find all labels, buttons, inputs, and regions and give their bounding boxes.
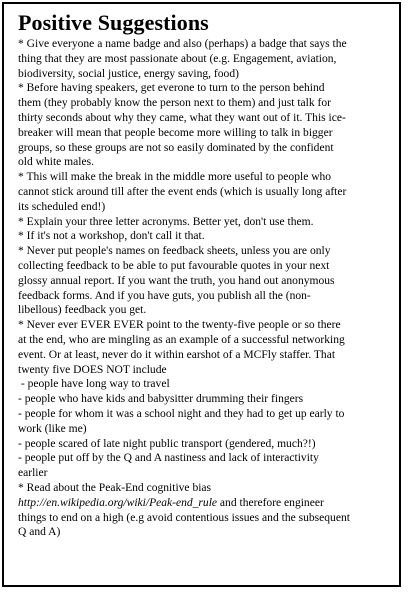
text-line: biodiversity, social justice, energy saving, food) [18, 67, 239, 80]
text-line: * Never ever EVER EVER point to the twenty-five people or so there [18, 319, 341, 332]
document-frame [2, 2, 401, 587]
page-title: Positive Suggestions [18, 10, 209, 35]
text-line: breaker will mean that people become more willing to talk in bigger [18, 126, 333, 139]
url-line-suffix: and therefore engineer [217, 496, 324, 509]
peak-end-link[interactable]: http://en.wikipedia.org/wiki/Peak-end_rule [18, 496, 218, 509]
text-line: glossy annual report. If you want the truth, you hand out anonymous [18, 274, 335, 287]
text-line: old white males. [18, 156, 95, 169]
text-line: event. Or at least, never do it within earshot of a MCFly staffer. That [18, 348, 336, 361]
text-line: * Read about the Peak-End cognitive bias [18, 481, 212, 494]
text-line: earlier [18, 467, 48, 480]
text-line: - people scared of late night public transport (gendered, much?!) [18, 437, 316, 450]
url-line [18, 496, 387, 511]
text-line: * Before having speakers, get everone to turn to the person behind [18, 82, 325, 95]
text-line: * If it's not a workshop, don't call it that. [18, 230, 205, 243]
text-line: Q and A) [18, 526, 61, 539]
text-line: * This will make the break in the middle more useful to people who [18, 171, 332, 184]
text-line: libellous) feedback you get. [18, 304, 147, 317]
text-line: - people put off by the Q and A nastiness and lack of interactivity [18, 452, 319, 465]
text-line: - people for whom it was a school night and they had to get up early to [18, 407, 345, 420]
text-line: - people who have kids and babysitter drumming their fingers [18, 393, 304, 406]
text-line: thirty seconds about why they came, what they want out of it. This ice- [18, 111, 346, 124]
text-line: * Explain your three letter acronyms. Better yet, don't use them. [18, 215, 314, 228]
text-line: * Never put people's names on feedback sheets, unless you are only [18, 245, 331, 258]
text-line: work (like me) [18, 422, 87, 435]
document-body [18, 37, 387, 540]
text-line: things to end on a high (e.g avoid contentious issues and the subsequent [18, 511, 350, 524]
text-line: cannot stick around till after the event ends (which is usually long after [18, 185, 347, 198]
text-line: at the end, who are mingling as an example of a successful networking [18, 333, 345, 346]
text-line: its scheduled end!) [18, 200, 106, 213]
text-line: collecting feedback to be able to put favourable quotes in your next [18, 259, 330, 272]
text-line: twenty five DOES NOT include [18, 363, 167, 376]
text-line: thing that they are most passionate about (e.g. Engagement, aviation, [18, 52, 337, 65]
text-line: them (they probably know the person next to them) and just talk for [18, 97, 331, 110]
text-line: feedback forms. And if you have guts, you publish all the (non- [18, 289, 311, 302]
text-line: groups, so these groups are not so easily dominated by the confident [18, 141, 334, 154]
text-line: * Give everyone a name badge and also (perhaps) a badge that says the [18, 38, 347, 50]
text-line: - people have long way to travel [18, 378, 170, 391]
